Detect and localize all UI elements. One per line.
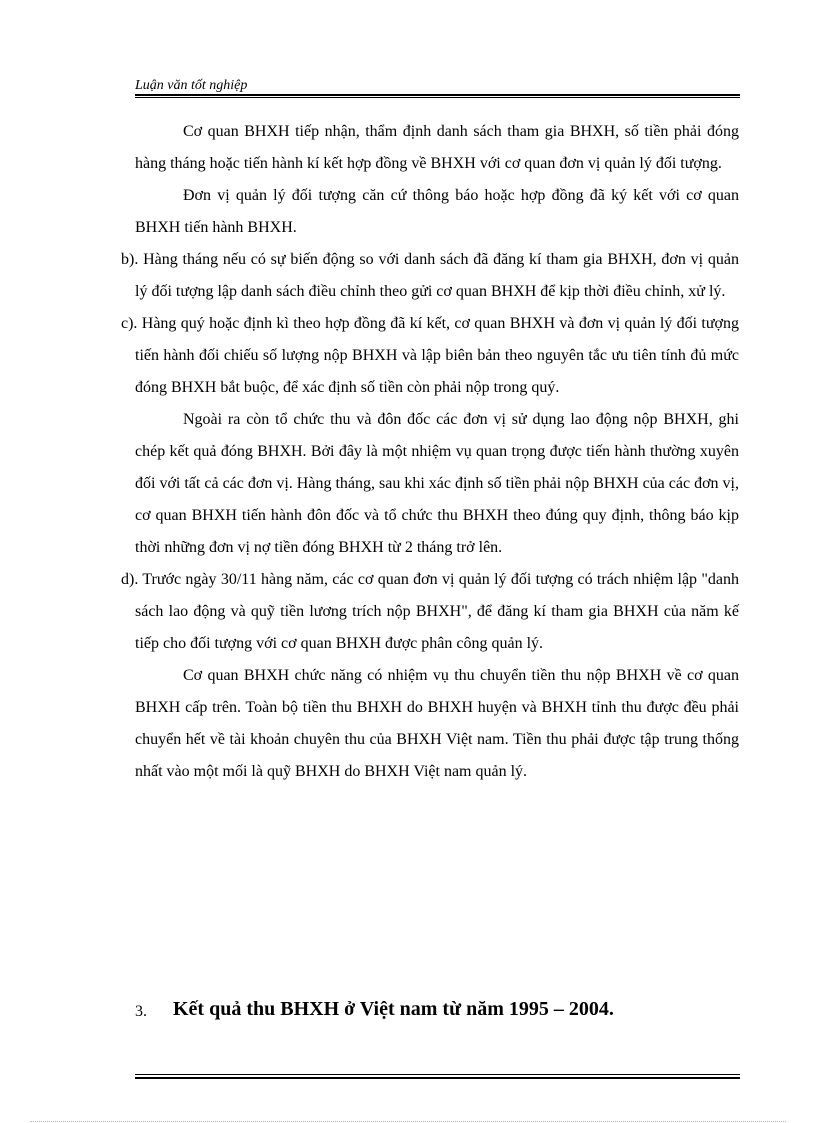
section-number: 3. bbox=[135, 1003, 147, 1020]
paragraph-item-c: c). Hàng quý hoặc định kì theo hợp đồng đã kí kết, cơ quan BHXH và đơn vị quản lý đối tượng tiến hành đối chiếu số lượng nộp BHXH và lập biên bản theo nguyên tắc ưu tiên tính đủ mức đóng BHXH bắt buộc, để xác định số tiền còn phải nộp trong quý. bbox=[121, 315, 739, 396]
page-edge-divider bbox=[30, 1121, 786, 1122]
paragraph-item-d: d). Trước ngày 30/11 hàng năm, các cơ quan đơn vị quản lý đối tượng có trách nhiệm lập "danh sách lao động và quỹ tiền lương trích nộp BHXH", để đăng kí tham gia BHXH của năm kế tiếp cho đối tượng với cơ quan BHXH được phân công quản lý. bbox=[121, 571, 739, 652]
paragraph-reception: Cơ quan BHXH tiếp nhận, thẩm định danh sách tham gia BHXH, số tiền phải đóng hàng tháng hoặc tiến hành kí kết hợp đồng về BHXH với cơ quan đơn vị quản lý đối tượng. bbox=[135, 123, 739, 172]
section-title: Kết quả thu BHXH ở Việt nam từ năm 1995 – 2004. bbox=[173, 998, 614, 1020]
section-heading bbox=[135, 995, 739, 1027]
document-body bbox=[121, 116, 739, 788]
paragraph-unit-basis: Đơn vị quản lý đối tượng căn cứ thông báo hoặc hợp đồng đã ký kết với cơ quan BHXH tiến hành BHXH. bbox=[135, 187, 739, 236]
header-rule bbox=[135, 94, 740, 98]
header-title: Luận văn tốt nghiệp bbox=[135, 78, 248, 93]
paragraph-transfer: Cơ quan BHXH chức năng có nhiệm vụ thu chuyển tiền thu nộp BHXH về cơ quan BHXH cấp trên. Toàn bộ tiền thu BHXH do BHXH huyện và BHXH tỉnh thu được đều phải chuyển hết về tài khoản chuyên thu của BHXH Việt nam. Tiền thu phải được tập trung thống nhất vào một mối là quỹ BHXH do BHXH Việt nam quản lý. bbox=[135, 667, 739, 780]
paragraph-item-b: b). Hàng tháng nếu có sự biến động so với danh sách đã đăng kí tham gia BHXH, đơn vị quản lý đối tượng lập danh sách điều chỉnh theo gửi cơ quan BHXH để kịp thời điều chỉnh, xử lý. bbox=[121, 251, 739, 300]
paragraph-collection: Ngoài ra còn tổ chức thu và đôn đốc các đơn vị sử dụng lao động nộp BHXH, ghi chép kết quả đóng BHXH. Bởi đây là một nhiệm vụ quan trọng được tiến hành thường xuyên đối với tất cả các đơn vị. Hàng tháng, sau khi xác định số tiền phải nộp BHXH của các đơn vị, cơ quan BHXH tiến hành đôn đốc và tổ chức thu BHXH theo đúng quy định, thông báo kịp thời những đơn vị nợ tiền đóng BHXH từ 2 tháng trở lên. bbox=[135, 411, 739, 556]
footer-rule bbox=[135, 1074, 740, 1079]
page-header bbox=[135, 76, 740, 98]
